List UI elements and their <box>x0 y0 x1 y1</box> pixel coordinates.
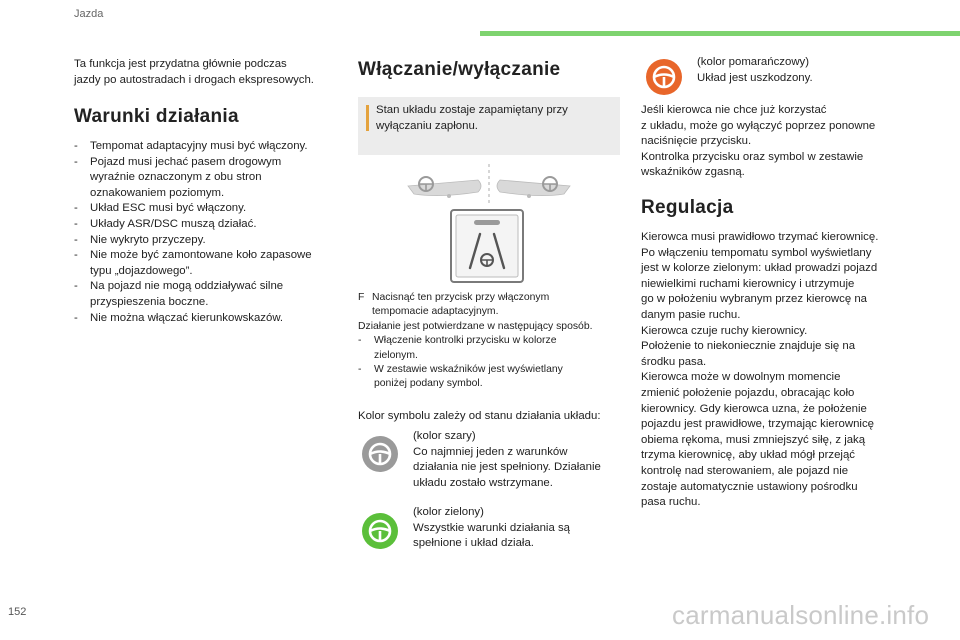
instruction-line: Nacisnąć ten przycisk przy włączonym <box>372 292 550 303</box>
state-line: układu zostało wstrzymane. <box>413 476 553 489</box>
page-number: 152 <box>8 606 27 618</box>
regulation-line: środku pasa. <box>641 355 707 368</box>
steering-wheel-green-icon <box>362 513 398 549</box>
state-green-text <box>413 505 628 552</box>
condition-item: - Tempomat adaptacyjny musi być włączony. <box>74 139 354 155</box>
info-icon <box>366 105 369 131</box>
switch-off-line: wskaźników zgasną. <box>641 166 745 179</box>
instruction-marker: F <box>358 292 365 303</box>
regulation-heading: Regulacja <box>641 197 734 218</box>
info-note <box>358 97 620 155</box>
state-line: Wszystkie warunki działania są <box>413 521 570 534</box>
intro-line: jazdy po autostradach i drogach ekspresowych. <box>74 73 314 86</box>
watermark: carmanualsonline.info <box>672 600 930 630</box>
state-line: Układ jest uszkodzony. <box>697 71 813 84</box>
regulation-line: pojazdu jest prawidłowe, trzymając kierownicę <box>641 418 874 431</box>
regulation-line: obiema rękoma, musi zmniejszyć siłę, z jaką <box>641 433 866 446</box>
on-off-heading: Włączanie/wyłączanie <box>358 59 561 80</box>
intro-line: Ta funkcja jest przydatna głównie podczas <box>74 58 287 70</box>
state-line: działania nie jest spełniony. Działanie <box>413 461 601 474</box>
dashboard-left-icon <box>408 177 481 198</box>
instruction-block <box>358 291 628 392</box>
switch-off-paragraph <box>641 103 941 181</box>
lane-assist-button-icon <box>451 210 523 282</box>
regulation-paragraph <box>641 230 941 511</box>
state-line: Co najmniej jeden z warunków <box>413 445 568 458</box>
section-accent-bar <box>480 31 960 36</box>
confirm-text: Działanie jest potwierdzane w następujący sposób. <box>358 320 593 332</box>
regulation-line: danym pasie ruchu. <box>641 308 741 321</box>
state-line: (kolor zielony) <box>413 506 484 518</box>
regulation-line: Kierowca może w dowolnym momencie <box>641 371 841 384</box>
condition-item: - Nie może być zamontowane koło zapasowe typu „dojazdowego”. <box>74 248 354 279</box>
conditions-list <box>74 139 354 326</box>
condition-item: - Nie wykryto przyczepy. <box>74 233 354 249</box>
condition-item: - Układ ESC musi być włączony. <box>74 201 354 217</box>
switch-off-line: Kontrolka przycisku oraz symbol w zestawie <box>641 150 864 163</box>
confirm-list <box>358 334 628 392</box>
state-grey-text <box>413 429 628 491</box>
steering-wheel-grey-icon <box>362 436 398 472</box>
conditions-heading: Warunki działania <box>74 106 239 127</box>
regulation-line: kierownicy. Gdy kierowca uzna, że położenie <box>641 402 867 415</box>
switch-off-line: z układu, może go wyłączyć poprzez ponowne <box>641 119 876 132</box>
section-title: Jazda <box>74 8 104 20</box>
instruction-line: tempomacie adaptacyjnym. <box>372 306 499 318</box>
regulation-line: Kierowca musi prawidłowo trzymać kierownicę. <box>641 231 879 243</box>
regulation-line: Kierowca czuje ruchy kierownicy. <box>641 324 808 337</box>
lane-keeping-illustration <box>400 160 580 290</box>
condition-item: - Na pojazd nie mogą oddziaływać silne przyspieszenia boczne. <box>74 279 354 310</box>
switch-off-line: Jeśli kierowca nie chce już korzystać <box>641 104 827 116</box>
intro-paragraph <box>74 57 344 88</box>
confirm-item: - W zestawie wskaźników jest wyświetlany poniżej podany symbol. <box>358 363 628 392</box>
regulation-line: trzyma kierownicę, aby układ mógł przejąć <box>641 449 855 462</box>
regulation-line: go w położeniu wybranym przez kierowcę na <box>641 293 868 306</box>
regulation-line: kontrolę nad sterowaniem, ale pojazd nie <box>641 464 849 477</box>
condition-item: - Pojazd musi jechać pasem drogowym wyraźnie oznaczonym z obu stron oznakowaniem poziomym. <box>74 155 354 202</box>
info-line: Stan układu zostaje zapamiętany przy <box>376 104 568 116</box>
regulation-line: zmienić położenie pojazdu, obracając koło <box>641 386 855 399</box>
confirm-item: - Włączenie kontrolki przycisku w kolorze zielonym. <box>358 334 628 363</box>
regulation-line: pasa ruchu. <box>641 496 701 509</box>
regulation-line: niewielkimi ruchami kierownicy i utrzymuje <box>641 277 855 290</box>
color-intro: Kolor symbolu zależy od stanu działania układu: <box>358 410 601 422</box>
regulation-line: jest w kolorze zielonym: układ prowadzi pojazd <box>641 262 878 275</box>
condition-item: - Układy ASR/DSC muszą działać. <box>74 217 354 233</box>
state-line: (kolor szary) <box>413 430 476 442</box>
regulation-line: zostaje automatycznie ustawiony pośrodku <box>641 480 858 493</box>
regulation-line: Położenie to niekoniecznie znajduje się na <box>641 340 856 353</box>
info-line: wyłączaniu zapłonu. <box>376 119 478 132</box>
state-orange-text <box>697 55 917 86</box>
regulation-line: Po włączeniu tempomatu symbol wyświetlany <box>641 246 872 259</box>
state-line: (kolor pomarańczowy) <box>697 56 810 68</box>
switch-off-line: naciśnięcie przycisku. <box>641 135 752 148</box>
dashboard-right-icon <box>497 177 570 198</box>
steering-wheel-orange-icon <box>646 59 682 95</box>
condition-item: - Nie można włączać kierunkowskazów. <box>74 311 354 327</box>
state-line: spełnione i układ działa. <box>413 537 534 550</box>
